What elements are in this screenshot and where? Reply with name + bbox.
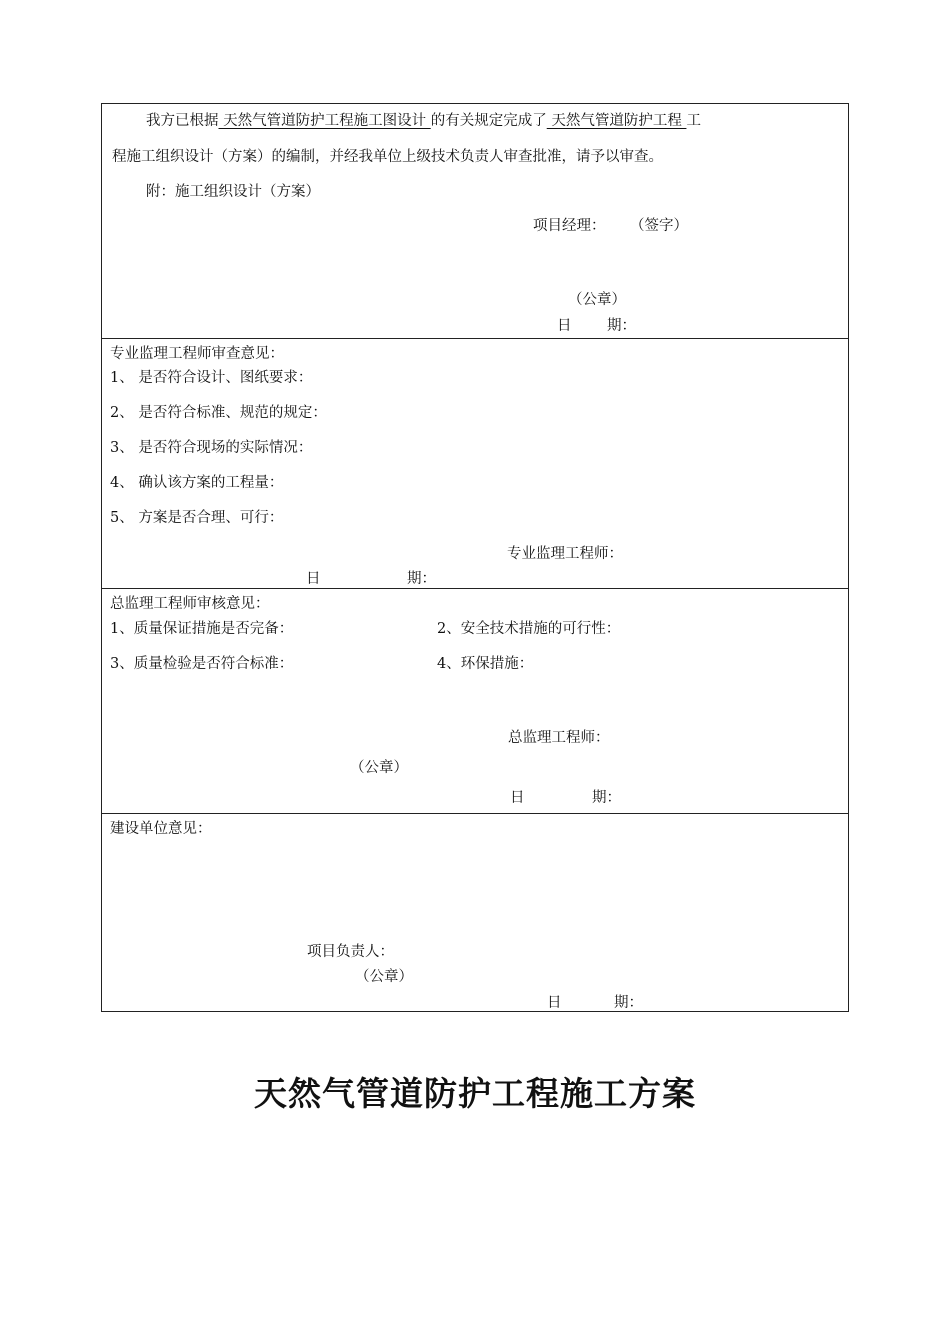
chief-item-environmental: 4、环保措施：: [437, 656, 534, 672]
date-ri: 日: [306, 571, 321, 587]
official-seal-label: （公章）: [568, 292, 626, 308]
chief-review-heading: 总监理工程师审核意见：: [110, 596, 270, 612]
signature-note: （签字）: [630, 218, 688, 234]
text-completed: 的有关规定完成了: [430, 113, 547, 129]
date-qi: 期：: [592, 790, 621, 806]
date-ri: 日: [547, 995, 562, 1011]
official-seal-label: （公章）: [350, 760, 408, 776]
specialist-review-section: [102, 338, 848, 588]
date-qi: 期：: [614, 995, 643, 1011]
approval-form-table: [101, 103, 849, 1012]
review-item: 5、 方案是否合理、可行：: [110, 510, 284, 526]
chief-item-safety: 2、安全技术措施的可行性：: [437, 621, 621, 637]
text-gong: 工: [686, 113, 701, 129]
review-item: 1、 是否符合设计、图纸要求：: [110, 370, 313, 386]
text-basis: 我方已根据: [146, 113, 219, 129]
owner-opinion-heading: 建设单位意见：: [110, 821, 212, 837]
submission-paragraph-line1: [146, 112, 701, 130]
chief-engineer-label: 总监理工程师：: [508, 730, 610, 746]
project-name-blank: 天然气管道防护工程: [546, 113, 687, 129]
specialist-engineer-label: 专业监理工程师：: [507, 546, 623, 562]
project-manager-label: 项目经理：: [533, 218, 606, 234]
owner-opinion-section: [102, 813, 848, 1013]
date-qi: 期：: [407, 571, 436, 587]
chief-item-quality-assurance: 1、质量保证措施是否完备：: [110, 621, 294, 637]
chief-item-quality-inspection: 3、质量检验是否符合标准：: [110, 656, 294, 672]
submission-paragraph-line2: 程施工组织设计（方案）的编制，并经我单位上级技术负责人审查批准，请予以审查。: [112, 149, 663, 165]
review-item: 3、 是否符合现场的实际情况：: [110, 440, 313, 456]
submission-section: [102, 104, 848, 338]
date-qi: 期：: [607, 318, 636, 334]
chief-review-section: [102, 588, 848, 813]
official-seal-label: （公章）: [355, 969, 413, 985]
project-leader-label: 项目负责人：: [307, 944, 394, 960]
document-title: 天然气管道防护工程施工方案: [254, 1074, 696, 1113]
design-name-blank: 天然气管道防护工程施工图设计: [218, 113, 431, 129]
date-ri: 日: [510, 790, 525, 806]
review-item: 4、 确认该方案的工程量：: [110, 475, 284, 491]
review-item: 2、 是否符合标准、规范的规定：: [110, 405, 327, 421]
date-ri: 日: [557, 318, 572, 334]
specialist-review-heading: 专业监理工程师审查意见：: [110, 346, 284, 362]
attachment-line: 附：施工组织设计（方案）: [146, 184, 320, 200]
